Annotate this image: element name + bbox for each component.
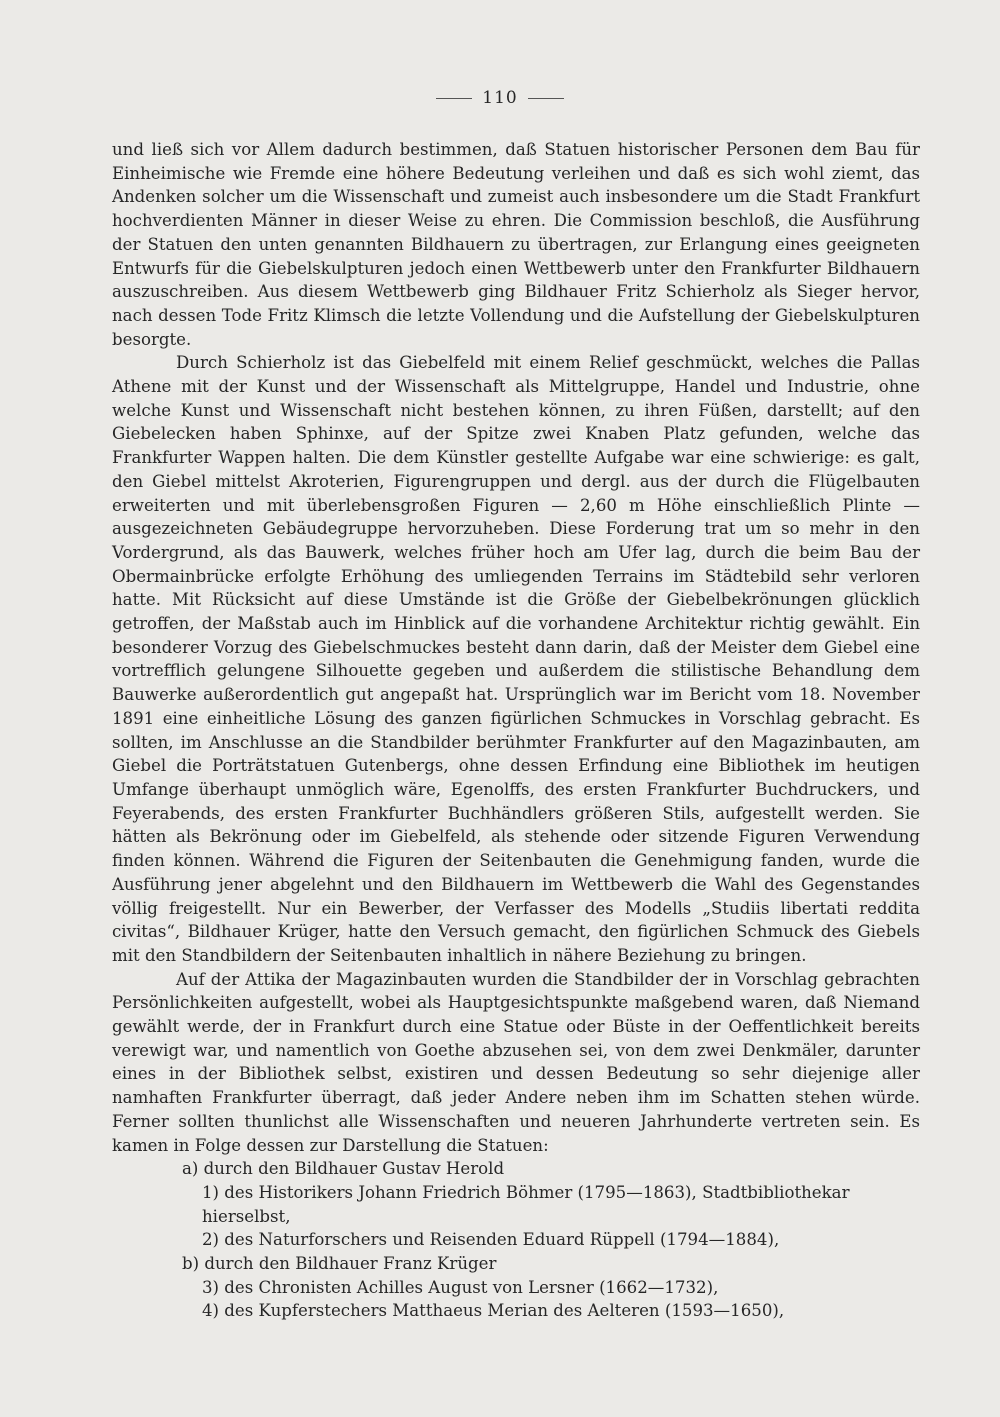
paragraph-1: und ließ sich vor Allem dadurch bestimmen, daß Statuen historischer Personen dem Bau für Einheimische wie Fremde eine höhere Bedeutung verleihen und daß es sich wohl ziemt, das Andenken solcher um die Wissenschaft und zumeist auch insbesondere um die Stadt Frankfurt hochverdienten Männer in dieser Weise zu ehren. Die Commission beschloß, die Ausführung der Statuen den unten genannten Bildhauern zu übertragen, zur Erlangung eines geeigneten Entwurfs für die Giebelskulpturen jedoch einen Wettbewerb unter den Frankfurter Bildhauern auszuschreiben. Aus diesem Wettbewerb ging Bildhauer Fritz Schierholz als Sieger hervor, nach dessen Tode Fritz Klimsch die letzte Vollendung und die Aufstellung der Giebelskulpturen besorgte. xyxy=(112,140,920,349)
header-rule-left xyxy=(436,98,472,99)
page-number: 110 xyxy=(482,88,518,108)
header-rule-right xyxy=(528,98,564,99)
page-body xyxy=(112,138,920,1323)
statue-list xyxy=(112,1157,920,1323)
list-item: 1) des Historikers Johann Friedrich Böhmer (1795—1863), Stadtbibliothekar hierselbst, xyxy=(202,1182,850,1226)
list-item: a) durch den Bildhauer Gustav Herold xyxy=(182,1159,505,1179)
paragraph-2: Durch Schierholz ist das Giebelfeld mit einem Relief geschmückt, welches die Pallas Athene mit der Kunst und der Wissenschaft als Mittelgruppe, Handel und Industrie, ohne welche Kunst und Wissenschaft nicht bestehen können, zu ihren Füßen, darstellt; auf den Giebelecken haben Sphinxe, auf der Spitze zwei Knaben Platz gefunden, welche das Frankfurter Wappen halten. Die dem Künstler gestellte Aufgabe war eine schwierige: es galt, den Giebel mittelst Akroterien, Figurengruppen und dergl. aus der durch die Flügelbauten erweiterten und mit überlebensgroßen Figuren — 2,60 m Höhe einschließlich Plinte — ausgezeichneten Gebäudegruppe hervorzuheben. Diese Forderung trat um so mehr in den Vordergrund, als das Bauwerk, welches früher hoch am Ufer lag, durch die beim Bau der Obermainbrücke erfolgte Erhöhung des umliegenden Terrains im Städtebild sehr verloren hatte. Mit Rücksicht auf diese Umstände ist die Größe der Giebelbekrönungen glücklich getroffen, der Maßstab auch im Hinblick auf die vorhandene Architektur richtig gewählt. Ein besonderer Vorzug des Giebelschmuckes besteht dann darin, daß der Meister dem Giebel eine vortrefflich gelungene Silhouette gegeben und außerdem die stilistische Behandlung dem Bauwerke außerordentlich gut angepaßt hat. Ursprünglich war im Bericht vom 18. November 1891 eine einheitliche Lösung des ganzen figürlichen Schmuckes in Vorschlag gebracht. Es sollten, im Anschlusse an die Standbilder berühmter Frankfurter auf den Magazinbauten, am Giebel die Porträtstatuen Gutenbergs, ohne dessen Erfindung eine Bibliothek im heutigen Umfange überhaupt unmöglich wäre, Egenolffs, des ersten Frankfurter Buchdruckers, und Feyerabends, des ersten Frankfurter Buchhändlers größeren Stils, aufgestellt werden. Sie hätten als Bekrönung oder im Giebelfeld, als stehende oder sitzende Figuren Verwendung finden können. Während die Figuren der Seitenbauten die Genehmigung fanden, wurde die Ausführung jener abgelehnt und den Bildhauern im Wettbewerb die Wahl des Gegenstandes völlig freigestellt. Nur ein Bewerber, der Verfasser des Modells „Studiis libertati reddita civitas“, Bildhauer Krüger, hatte den Versuch gemacht, den figürlichen Schmuck des Giebels mit den Standbildern der Seitenbauten inhaltlich in nähere Beziehung zu bringen. xyxy=(112,353,920,965)
list-item: 3) des Chronisten Achilles August von Lersner (1662—1732), xyxy=(202,1277,719,1297)
list-item: b) durch den Bildhauer Franz Krüger xyxy=(182,1254,497,1274)
paragraph-3: Auf der Attika der Magazinbauten wurden die Standbilder der in Vorschlag gebrachten Persönlichkeiten aufgestellt, wobei als Hauptgesichtspunkte maßgebend waren, daß Niemand gewählt werde, der in Frankfurt durch eine Statue oder Büste in der Oeffentlichkeit bereits verewigt war, und namentlich von Goethe abzusehen sei, von dem zwei Denkmäler, darunter eines in der Bibliothek selbst, existiren und dessen Bedeutung so sehr diejenige aller namhaften Frankfurter überragt, daß jeder Andere neben ihm im Schatten stehen würde. Ferner sollten thunlichst alle Wissenschaften und neueren Jahrhunderte vertreten sein. Es kamen in Folge dessen zur Darstellung die Statuen: xyxy=(112,969,920,1155)
list-item: 2) des Naturforschers und Reisenden Eduard Rüppell (1794—1884), xyxy=(202,1230,780,1250)
page-header xyxy=(0,88,1000,108)
list-item: 4) des Kupferstechers Matthaeus Merian des Aelteren (1593—1650), xyxy=(202,1301,785,1321)
